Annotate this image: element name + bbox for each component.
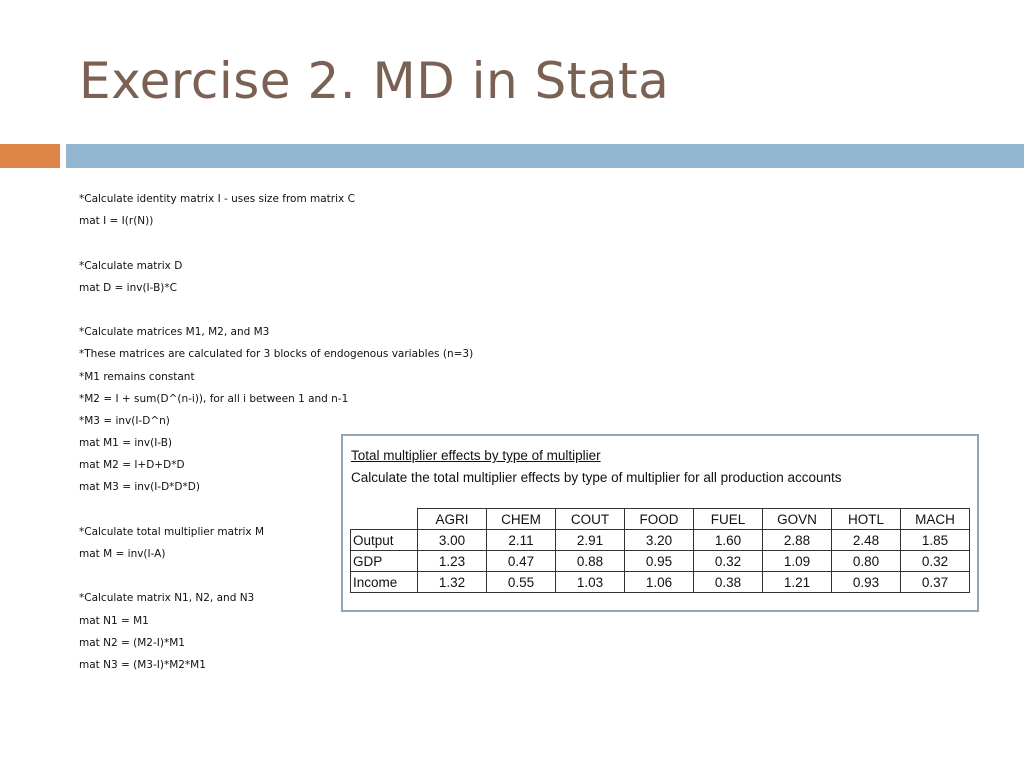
code-line: *Calculate matrix N1, N2, and N3 xyxy=(79,592,255,605)
column-header: GOVN xyxy=(763,509,832,530)
table-cell: 1.23 xyxy=(418,551,487,572)
table-header-row xyxy=(351,509,970,530)
code-line: *Calculate matrices M1, M2, and M3 xyxy=(79,326,270,339)
multiplier-table xyxy=(350,508,970,593)
table-cell: 1.32 xyxy=(418,572,487,593)
table-cell: 3.20 xyxy=(625,530,694,551)
table-cell: 1.21 xyxy=(763,572,832,593)
table-row xyxy=(351,530,970,551)
slide-title: Exercise 2. MD in Stata xyxy=(79,52,670,110)
code-line: *M2 = I + sum(D^(n-i)), for all i between 1 and n-1 xyxy=(79,392,349,405)
column-header: FOOD xyxy=(625,509,694,530)
table-cell: 1.03 xyxy=(556,572,625,593)
table-cell: 0.55 xyxy=(487,572,556,593)
code-line: mat M2 = I+D+D*D xyxy=(79,459,185,472)
table-cell: 0.32 xyxy=(694,551,763,572)
code-line: *M1 remains constant xyxy=(79,370,195,383)
table-subtitle: Calculate the total multiplier effects by type of multiplier for all production accounts xyxy=(351,470,842,485)
column-header: MACH xyxy=(901,509,970,530)
code-line: *Calculate matrix D xyxy=(79,259,183,272)
table-cell: 1.06 xyxy=(625,572,694,593)
table-cell: 0.32 xyxy=(901,551,970,572)
table-cell: 0.37 xyxy=(901,572,970,593)
table-title: Total multiplier effects by type of multiplier xyxy=(351,448,601,463)
column-header: HOTL xyxy=(832,509,901,530)
code-line xyxy=(79,299,473,321)
table-cell: 3.00 xyxy=(418,530,487,551)
multiplier-table-box xyxy=(341,434,979,612)
code-line: mat M = inv(I-A) xyxy=(79,548,166,560)
table-cell: 1.85 xyxy=(901,530,970,551)
table-cell: 1.09 xyxy=(763,551,832,572)
code-line: mat N2 = (M2-I)*M1 xyxy=(79,636,185,649)
code-line xyxy=(79,232,473,254)
table-cell: 0.80 xyxy=(832,551,901,572)
row-label: Income xyxy=(351,572,418,593)
column-header: CHEM xyxy=(487,509,556,530)
code-line: mat D = inv(I-B)*C xyxy=(79,281,177,294)
code-line: *M3 = inv(I-D^n) xyxy=(79,414,170,427)
table-cell: 0.93 xyxy=(832,572,901,593)
table-cell: 2.48 xyxy=(832,530,901,551)
table-cell: 0.95 xyxy=(625,551,694,572)
code-line: *These matrices are calculated for 3 blocks of endogenous variables (n=3) xyxy=(79,348,474,361)
table-cell: 2.91 xyxy=(556,530,625,551)
accent-bar-orange xyxy=(0,144,60,168)
column-header: COUT xyxy=(556,509,625,530)
table-cell: 2.11 xyxy=(487,530,556,551)
table-cell: 0.38 xyxy=(694,572,763,593)
table-cell: 0.88 xyxy=(556,551,625,572)
table-row xyxy=(351,551,970,572)
row-label: GDP xyxy=(351,551,418,572)
code-line: mat M1 = inv(I-B) xyxy=(79,437,173,450)
code-line: mat I = I(r(N)) xyxy=(79,215,154,228)
code-line: mat N1 = M1 xyxy=(79,614,149,627)
code-line: mat N3 = (M3-I)*M2*M1 xyxy=(79,658,206,671)
row-label: Output xyxy=(351,530,418,551)
column-header: FUEL xyxy=(694,509,763,530)
table-cell: 2.88 xyxy=(763,530,832,551)
code-line: *Calculate identity matrix I - uses size from matrix C xyxy=(79,193,355,205)
accent-bar-blue xyxy=(66,144,1024,168)
table-corner-cell xyxy=(351,509,418,530)
column-header: AGRI xyxy=(418,509,487,530)
code-line: mat M3 = inv(I-D*D*D) xyxy=(79,481,200,494)
code-line: *Calculate total multiplier matrix M xyxy=(79,525,265,538)
table-cell: 0.47 xyxy=(487,551,556,572)
table-cell: 1.60 xyxy=(694,530,763,551)
table-row xyxy=(351,572,970,593)
